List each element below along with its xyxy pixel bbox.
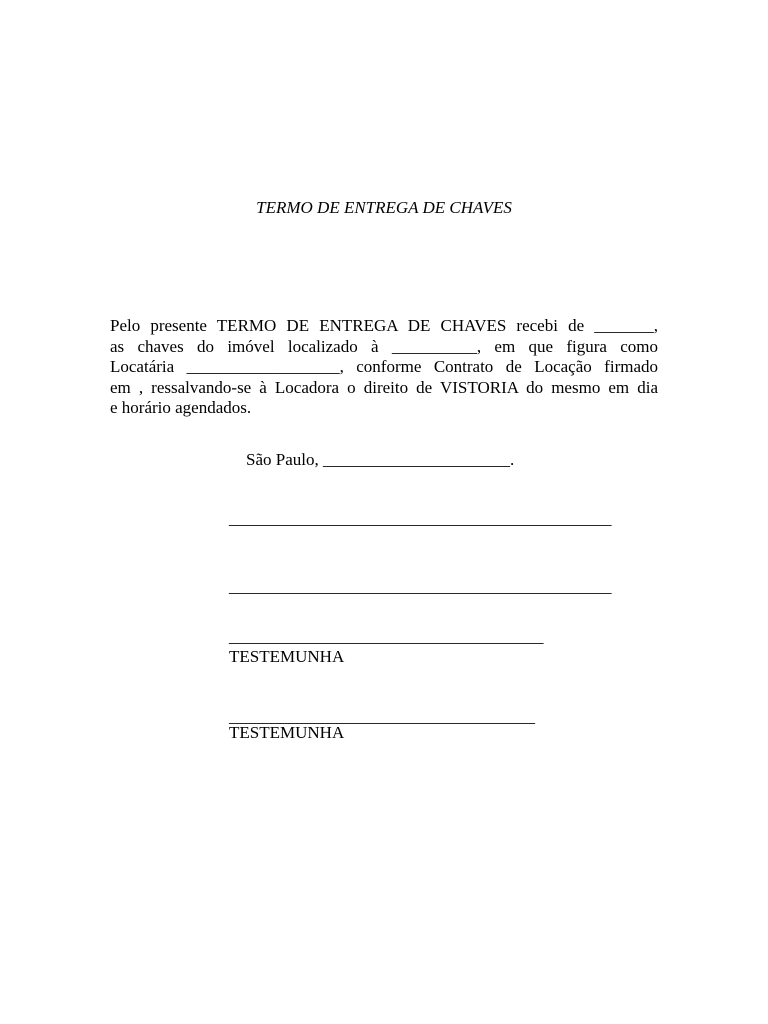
body-line: em , ressalvando-se à Locadora o direito de VISTORIA do mesmo em dia xyxy=(110,377,658,397)
body-line: Locatária __________________, conforme Contrato de Locação firmado xyxy=(110,357,658,376)
body-line: Pelo presente TERMO DE ENTREGA DE CHAVES recebi de _______, xyxy=(110,316,658,335)
signature-line: _____________________________________________ xyxy=(229,577,612,596)
witness-signature-line: ____________________________________ xyxy=(229,707,535,726)
witness-label: TESTEMUNHA xyxy=(229,647,345,666)
place-date-line: São Paulo, ______________________. xyxy=(246,450,515,469)
body-line: e horário agendados. xyxy=(110,398,252,417)
document-title: TERMO DE ENTREGA DE CHAVES xyxy=(256,198,512,217)
body-paragraph xyxy=(110,316,658,419)
signature-line: _____________________________________________ xyxy=(229,509,612,528)
witness-signature-line: _____________________________________ xyxy=(229,627,544,646)
body-line: as chaves do imóvel localizado à __________, em que figura como xyxy=(110,336,658,356)
witness-label: TESTEMUNHA xyxy=(229,723,345,742)
